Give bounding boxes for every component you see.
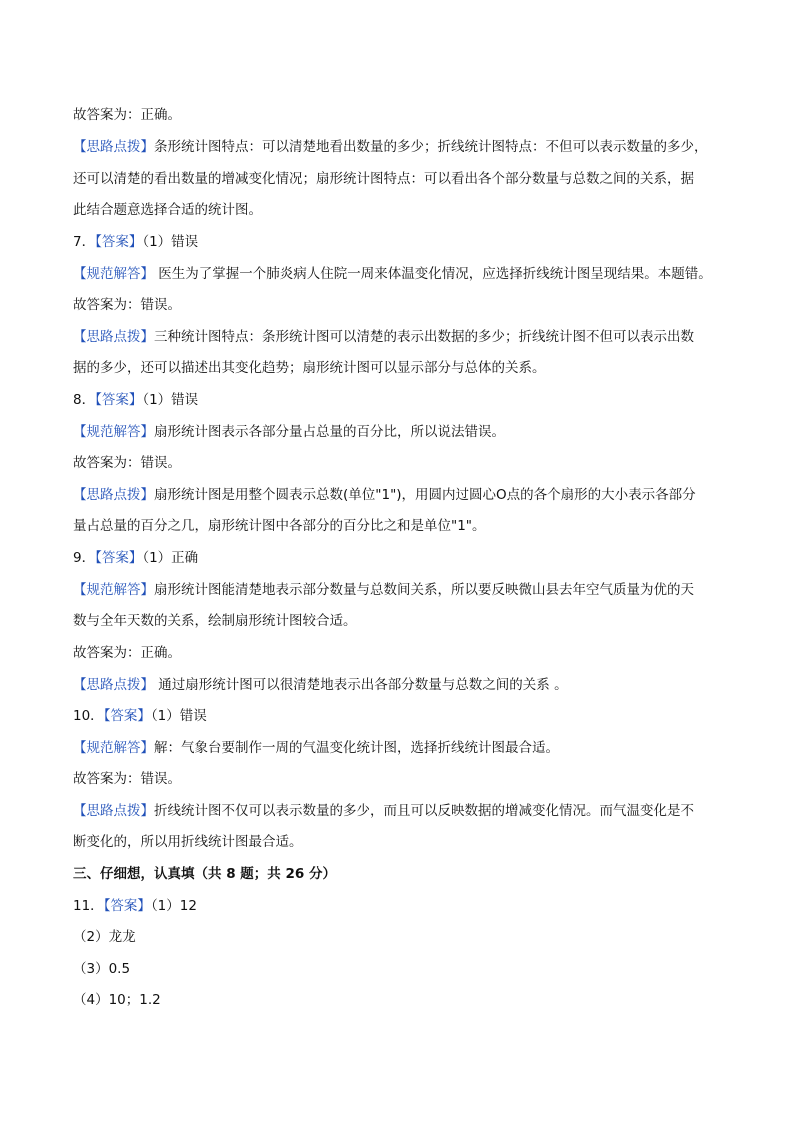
- section-heading: 三、仔细想，认真填（共 8 题；共 26 分）: [73, 866, 336, 882]
- section-tag: 【思路点拨】: [73, 329, 154, 345]
- text-line: 【规范解答】解：气象台要制作一周的气温变化统计图，选择折线统计图最合适。: [73, 740, 559, 756]
- text-line: 故答案为：正确。: [73, 645, 181, 661]
- text-line: 据的多少，还可以描述出其变化趋势；扇形统计图可以显示部分与总体的关系。: [73, 360, 546, 376]
- answer-tag: 【答案】: [95, 550, 143, 566]
- text-line: 【思路点拨】 通过扇形统计图可以很清楚地表示出各部分数量与总数之间的关系 。: [73, 677, 568, 693]
- answer-heading: 8．【答案】（1）错误: [73, 392, 199, 408]
- text-line: 数与全年天数的关系，绘制扇形统计图较合适。: [73, 613, 357, 629]
- section-tag: 【思路点拨】: [73, 139, 154, 155]
- section-tag: 【思路点拨】: [73, 803, 154, 819]
- answer-item: （4）10；1.2: [73, 992, 161, 1008]
- section-tag: 【思路点拨】: [73, 677, 154, 693]
- text-line: 故答案为：错误。: [73, 771, 181, 787]
- section-tag: 【思路点拨】: [73, 487, 154, 503]
- text-line: 故答案为：正确。: [73, 107, 181, 123]
- answer-tag: 【答案】: [103, 708, 151, 724]
- answer-heading: 10．【答案】（1）错误: [73, 708, 207, 724]
- text-line: 【思路点拨】条形统计图特点：可以清楚地看出数量的多少；折线统计图特点：不但可以表示数量的多少，: [73, 139, 708, 155]
- text-line: 此结合题意选择合适的统计图。: [73, 202, 262, 218]
- text-line: 【规范解答】扇形统计图表示各部分量占总量的百分比，所以说法错误。: [73, 424, 505, 440]
- text-line: 【规范解答】 医生为了掌握一个肺炎病人住院一周来体温变化情况，应选择折线统计图呈现结果。本题错。: [73, 266, 712, 282]
- text-line: 故答案为：错误。: [73, 297, 181, 313]
- answer-heading: 11．【答案】（1）12: [73, 898, 197, 914]
- answer-heading: 9．【答案】（1）正确: [73, 550, 199, 566]
- section-tag: 【规范解答】: [73, 582, 154, 598]
- section-tag: 【规范解答】: [73, 266, 154, 282]
- text-line: 【思路点拨】扇形统计图是用整个圆表示总数(单位"1")，用圆内过圆心O点的各个扇形的大小表示各部分: [73, 487, 696, 503]
- text-line: 【规范解答】扇形统计图能清楚地表示部分数量与总数间关系，所以要反映微山县去年空气质量为优的天: [73, 582, 694, 598]
- text-line: 故答案为：错误。: [73, 455, 181, 471]
- section-tag: 【规范解答】: [73, 740, 154, 756]
- answer-item: （3）0.5: [73, 961, 131, 977]
- text-line: 【思路点拨】折线统计图不仅可以表示数量的多少，而且可以反映数据的增减变化情况。而气温变化是不: [73, 803, 694, 819]
- answer-heading: 7．【答案】（1）错误: [73, 234, 199, 250]
- text-line: 还可以清楚的看出数量的增减变化情况；扇形统计图特点：可以看出各个部分数量与总数之间的关系，据: [73, 171, 694, 187]
- section-tag: 【规范解答】: [73, 424, 154, 440]
- text-line: 【思路点拨】三种统计图特点：条形统计图可以清楚的表示出数据的多少；折线统计图不但可以表示出数: [73, 329, 694, 345]
- text-line: 量占总量的百分之几，扇形统计图中各部分的百分比之和是单位"1"。: [73, 518, 486, 534]
- text-line: 断变化的，所以用折线统计图最合适。: [73, 834, 303, 850]
- answer-tag: 【答案】: [95, 234, 143, 250]
- answer-item: （2）龙龙: [73, 929, 136, 945]
- answer-tag: 【答案】: [103, 898, 151, 914]
- answer-tag: 【答案】: [95, 392, 143, 408]
